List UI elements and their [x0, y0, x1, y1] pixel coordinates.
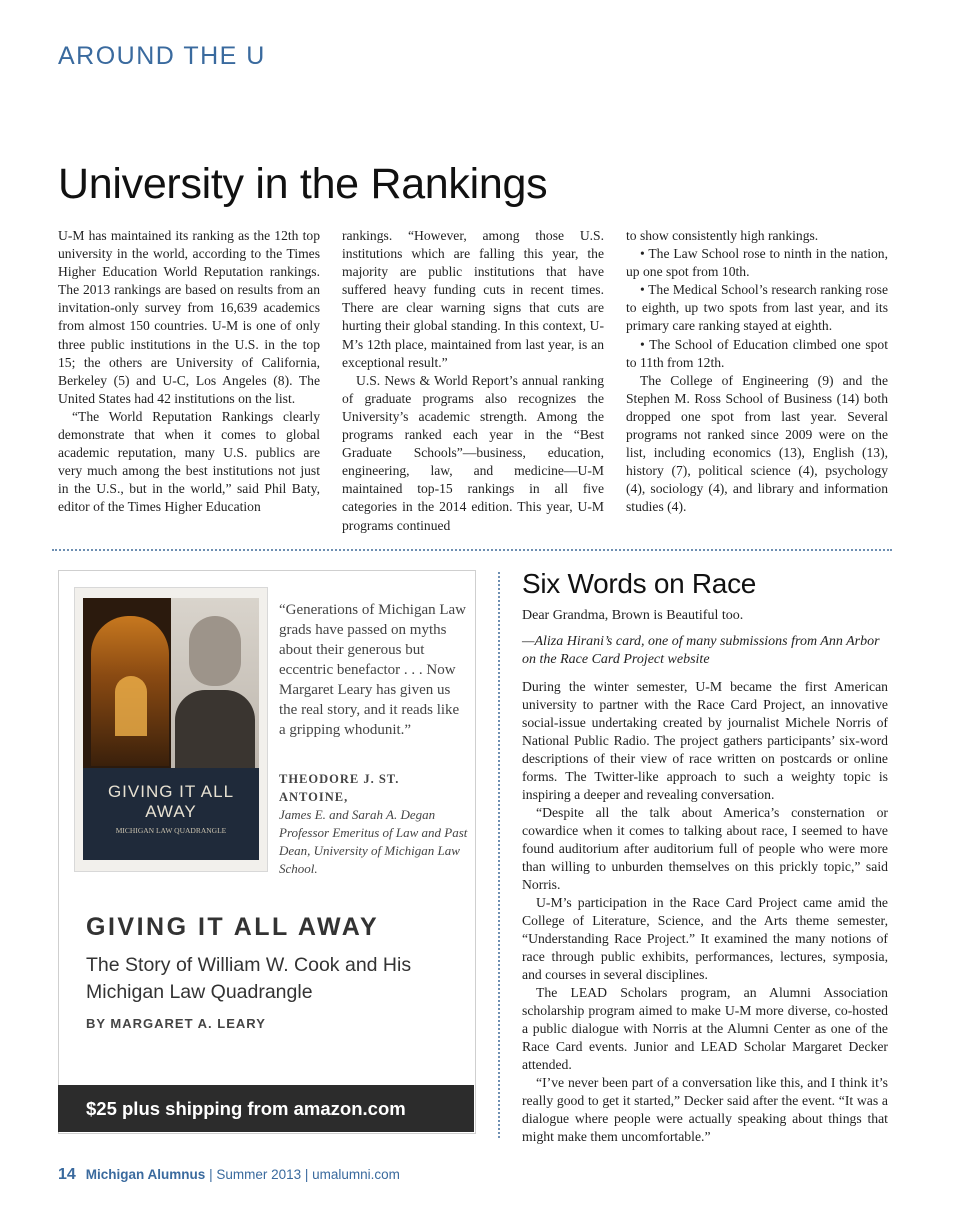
book-cover-art [83, 598, 259, 768]
article-column-3 [626, 227, 888, 535]
quote-author-name: THEODORE J. ST. ANTOINE, [279, 772, 400, 804]
article-columns [58, 227, 890, 535]
ad-book-title: GIVING IT ALL AWAY [86, 913, 380, 941]
paragraph: U-M’s participation in the Race Card Project came amid the College of Literature, Science, and the Arts theme semester, “Understanding Race Project.” It examined the many notions of race through public exhibits, performances, lectures, symposia, and courses in several disciplines. [522, 895, 888, 982]
six-words-title: Six Words on Race [522, 568, 757, 599]
paragraph: During the winter semester, U-M became the first American university to partner with the Race Card Project, an innovative social-issue undertaking created by journalist Michele Norris of National Public Radio. The project gathers participants’ six-word descriptions of their view of race written on postcards or online forms. The Twitter-like approach to such a weighty topic is inspiring a deeper and revealing conversation. [522, 679, 888, 802]
six-words-lead: Dear Grandma, Brown is Beautiful too. [522, 608, 744, 623]
archway-illustration [91, 616, 169, 766]
bullet-item: • The Medical School’s research ranking rose to eighth, up two spots from last year, and its primary care ranking stayed at eighth. [626, 282, 888, 334]
bullet-item: • The School of Education climbed one spot to 11th from 12th. [626, 336, 888, 370]
paragraph: rankings. “However, among those U.S. institutions which are falling this year, the majority are public institutions that have suffered heavy funding cuts in recent times. There are clear warning signs that cuts are hurting their global standing. In this context, U-M’s 12th place, maintained from last year, is an exceptional result.” [342, 228, 604, 370]
paragraph: “I’ve never been part of a conversation like this, and I think it’s really good to get it started,” Decker said after the event. “It was a dialogue where people were actually speaking about things that might make them uncomfortable.” [522, 1075, 888, 1144]
magazine-name: Michigan Alumnus [85, 1167, 206, 1182]
six-words-article [522, 568, 888, 1146]
horizontal-divider [52, 549, 892, 551]
paragraph: The College of Engineering (9) and the Stephen M. Ross School of Business (14) both dropped one spot from last year. Several programs not ranked since 2009 were on the list, including economics (13), English (13), history (7), political science (4), psychology (4), sociology (4), and library and information studies (4). [626, 372, 888, 515]
paragraph: “Despite all the talk about America’s consternation or cowardice when it comes to talking about race, I seemed to have found auditorium after auditorium full of people who were more than willing to unburden themselves on this prickly topic,” said Norris. [522, 805, 888, 892]
headline: University in the Rankings [58, 160, 548, 208]
bullet-item: • The Law School rose to ninth in the nation, up one spot from 10th. [626, 246, 888, 280]
issue-info: | Summer 2013 | umalumni.com [205, 1167, 400, 1182]
paragraph: U.S. News & World Report’s annual ranking of graduate programs also recognizes the University’s academic strength. Among the programs ranked each year in the “Best Graduate Schools”—business, education, engineering, law, and medicine—U-M maintained top-15 rankings in all five categories in the 2014 edition. This year, U-M programs continued [342, 372, 604, 533]
page-number: 14 [58, 1166, 76, 1183]
quote-author-role: James E. and Sarah A. Degan Professor Emeritus of Law and Past Dean, University of Michigan Law School. [279, 807, 468, 876]
book-cover-band [83, 768, 259, 860]
six-words-credit: —Aliza Hirani’s card, one of many submissions from Ann Arbor on the Race Card Project website [522, 634, 880, 667]
paragraph: to show consistently high rankings. [626, 228, 819, 243]
portrait-illustration [171, 598, 259, 768]
section-label: AROUND THE U [58, 42, 266, 70]
article-column-2 [342, 227, 604, 535]
book-cover-subtitle: MICHIGAN LAW QUADRANGLE [115, 826, 227, 835]
article-column-1 [58, 227, 320, 535]
ad-price-banner: $25 plus shipping from amazon.com [58, 1085, 474, 1132]
vertical-divider [498, 572, 500, 1138]
six-words-body [522, 678, 888, 1146]
quote-attribution [279, 770, 469, 878]
ad-book-subtitle: The Story of William W. Cook and His Michigan Law Quadrangle [86, 954, 412, 1003]
book-quote: “Generations of Michigan Law grads have passed on myths about their generous but eccentric benefactor . . . Now Margaret Leary has given us the real story, and it reads like a gripping whodunit.” [279, 602, 467, 738]
page-footer [58, 1166, 400, 1184]
ad-book-author: BY MARGARET A. LEARY [86, 1016, 266, 1031]
paragraph: The LEAD Scholars program, an Alumni Association scholarship program aimed to make U-M more diverse, co-hosted a public dialogue with Norris at the Alumni Center as one of the Race Card events. Junior and LEAD Scholar Margaret Decker attended. [522, 985, 888, 1072]
book-cover-title: GIVING IT ALL AWAY [107, 782, 235, 821]
paragraph: U-M has maintained its ranking as the 12th top university in the world, according to the Times Higher Education World Reputation rankings. The 2013 rankings are based on results from an invitation-only survey from 16,639 academics from almost 150 countries. U-M is one of only three public institutions in the U.S. in the top 15; the others are University of California, Berkeley (5) and U-C, Los Angeles (8). The United States had 42 institutions on the list. [58, 228, 320, 406]
book-cover-image [74, 587, 268, 872]
paragraph: “The World Reputation Rankings clearly demonstrate that when it comes to global academic reputation, many U.S. publics are very much among the best institutions not just in the U.S., but in the world,” said Phil Baty, editor of the Times Higher Education [58, 408, 320, 515]
